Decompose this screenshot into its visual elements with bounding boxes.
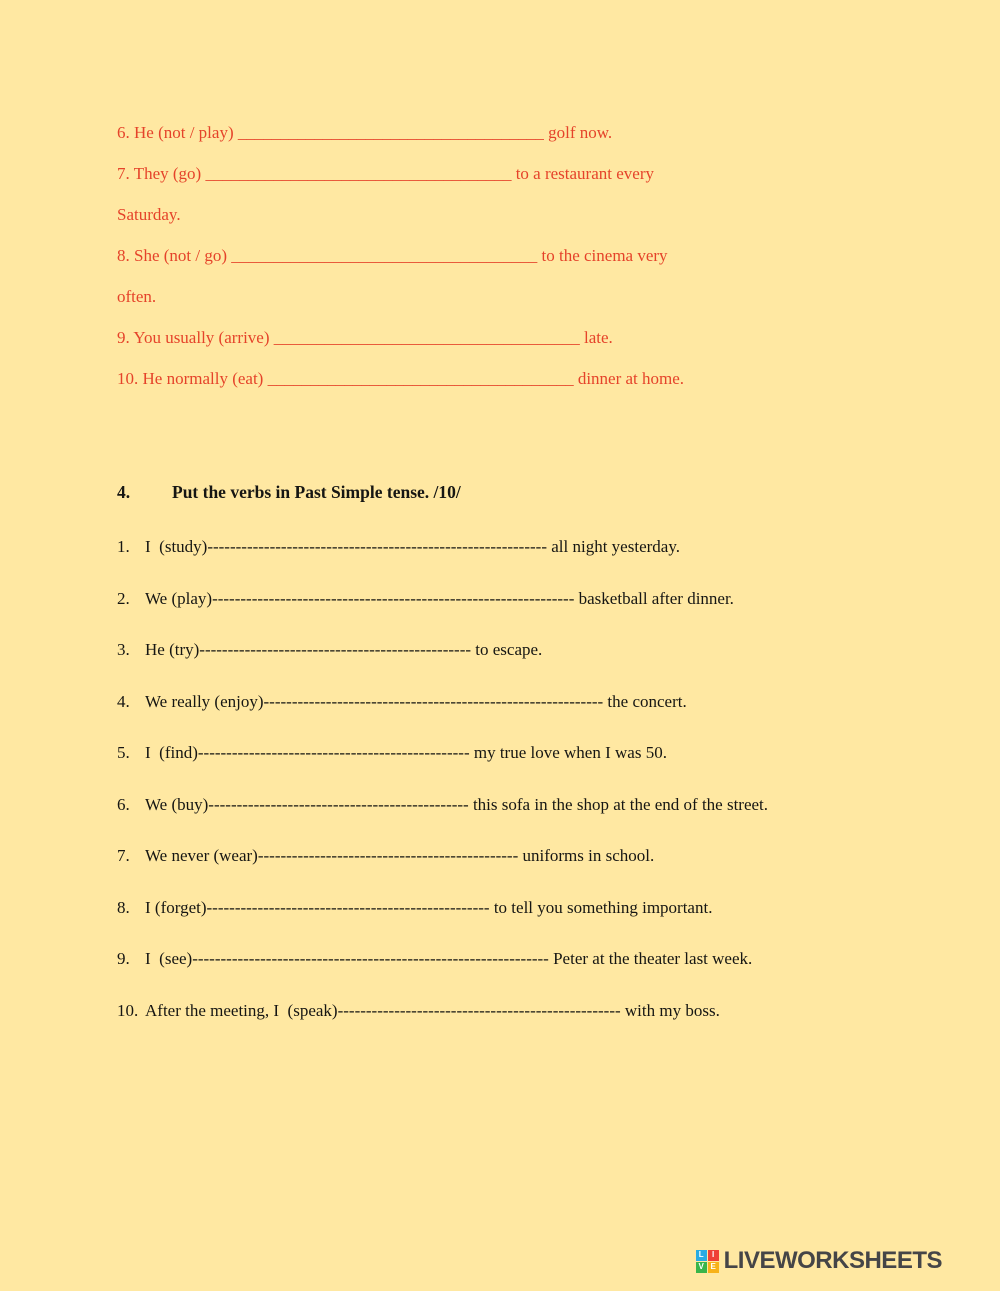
exercise-line — [117, 985, 957, 1037]
item-number: 9. — [117, 949, 130, 968]
past-simple-exercise — [117, 482, 957, 1036]
exercise-line: 10. He normally (eat) ____________________________________ dinner at home. — [117, 369, 685, 388]
item-text: We never (wear)---------------------------------------------- uniforms in school. — [145, 846, 655, 865]
item-number: 3. — [117, 640, 130, 659]
brand-wordmark: LIVEWORKSHEETS — [723, 1247, 942, 1274]
exercise-line: often. — [117, 287, 157, 306]
logo-letter-v: V — [696, 1262, 707, 1273]
exercise-line: 7. They (go) ____________________________________ to a restaurant every — [117, 164, 654, 183]
exercise-line — [117, 624, 957, 676]
logo-letter-i: I — [708, 1250, 719, 1261]
exercise-line — [117, 727, 957, 779]
item-number: 10. — [117, 1000, 139, 1020]
item-number: 5. — [117, 743, 130, 762]
exercise-line — [117, 521, 957, 573]
exercise-line: Saturday. — [117, 205, 181, 224]
exercise-heading — [117, 482, 957, 503]
item-number: 7. — [117, 846, 130, 865]
item-number: 6. — [117, 794, 130, 814]
exercise-number: 4. — [117, 482, 131, 502]
exercise-line — [117, 882, 957, 934]
exercise-line — [117, 779, 957, 831]
exercise-line: 8. She (not / go) ____________________________________ to the cinema very — [117, 246, 668, 265]
item-number: 8. — [117, 897, 130, 917]
item-number: 1. — [117, 537, 130, 556]
present-simple-exercise — [117, 112, 917, 399]
exercise-line — [117, 933, 957, 985]
item-text: I (study)------------------------------------------------------------ all night yesterday. — [145, 537, 680, 556]
item-number: 4. — [117, 691, 130, 711]
item-number: 2. — [117, 588, 130, 608]
exercise-line — [117, 573, 957, 625]
item-text: We really (enjoy)------------------------------------------------------------ the concert. — [145, 691, 687, 711]
item-text: We (buy)---------------------------------------------- this sofa in the shop at the end of the street. — [145, 794, 769, 814]
exercise-title: Put the verbs in Past Simple tense. /10/ — [172, 482, 461, 502]
item-text: I (find)------------------------------------------------ my true love when I was 50. — [145, 743, 667, 762]
item-text: He (try)------------------------------------------------ to escape. — [145, 640, 543, 659]
liveworksheets-logo-icon — [696, 1250, 719, 1273]
item-text: I (see)--------------------------------------------------------------- Peter at the theater last week. — [145, 949, 753, 968]
item-text: I (forget)-------------------------------------------------- to tell you something important. — [145, 897, 713, 917]
exercise-line: 9. You usually (arrive) ____________________________________ late. — [117, 328, 613, 347]
logo-letter-e: E — [708, 1262, 719, 1273]
item-text: After the meeting, I (speak)-------------------------------------------------- with my boss. — [145, 1000, 720, 1020]
exercise-line: 6. He (not / play) ____________________________________ golf now. — [117, 123, 613, 142]
exercise-line — [117, 830, 957, 882]
logo-letter-l: L — [696, 1250, 707, 1261]
liveworksheets-branding — [696, 1247, 942, 1275]
exercise-line — [117, 676, 957, 728]
item-text: We (play)---------------------------------------------------------------- basketball after dinner. — [145, 588, 734, 608]
